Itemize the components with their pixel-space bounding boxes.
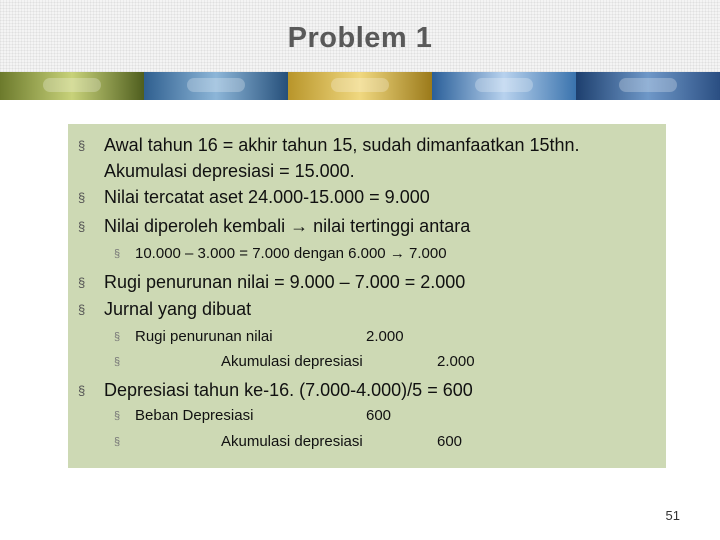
bullet-icon: § xyxy=(114,356,121,368)
arrow-right-icon: → xyxy=(290,216,309,236)
page-number: 51 xyxy=(665,508,680,523)
photo-strip-image xyxy=(288,72,432,100)
bullet-text: Depresiasi tahun ke-16. (7.000-4.000)/5 = 600 xyxy=(104,380,473,400)
bullet-text: Rugi penurunan nilai = 9.000 – 7.000 = 2.000 xyxy=(104,272,466,292)
journal-account: Beban Depresiasi xyxy=(135,407,254,424)
journal-debit: 2.000 xyxy=(366,328,404,345)
sub-bullet-text-part: 10.000 – 3.000 = 7.000 dengan 6.000 xyxy=(135,245,386,262)
bullet-icon: § xyxy=(114,331,121,343)
bullet-icon: § xyxy=(114,410,121,422)
bullet-icon: § xyxy=(114,436,121,448)
journal-account: Akumulasi depresiasi xyxy=(221,433,363,450)
content-box xyxy=(68,124,666,468)
bullet-icon: § xyxy=(78,138,86,153)
journal-credit: 600 xyxy=(437,433,463,450)
decorative-photo-strip xyxy=(0,72,720,100)
journal-account: Rugi penurunan nilai xyxy=(135,328,273,345)
journal-account: Akumulasi depresiasi xyxy=(221,353,363,370)
journal-credit: 2.000 xyxy=(437,353,475,370)
photo-strip-image xyxy=(576,72,720,100)
header-band xyxy=(0,0,720,72)
bullet-icon: § xyxy=(78,383,86,398)
bullet-icon: § xyxy=(78,302,86,317)
bullet-icon: § xyxy=(114,248,121,260)
bullet-text: Akumulasi depresiasi = 15.000. xyxy=(104,161,355,181)
bullet-text-part: nilai tertinggi antara xyxy=(313,216,471,236)
photo-strip-image xyxy=(0,72,144,100)
photo-strip-image xyxy=(432,72,576,100)
sub-bullet-text-part: 7.000 xyxy=(409,245,447,262)
journal-debit: 600 xyxy=(366,407,392,424)
bullet-text-part: Nilai diperoleh kembali xyxy=(104,216,286,236)
bullet-icon: § xyxy=(78,275,86,290)
bullet-text: Awal tahun 16 = akhir tahun 15, sudah dimanfaatkan 15thn. xyxy=(104,135,580,155)
bullet-text xyxy=(104,216,470,237)
sub-bullet-text xyxy=(135,245,447,262)
bullet-icon: § xyxy=(78,190,86,205)
photo-strip-image xyxy=(144,72,288,100)
bullet-text: Jurnal yang dibuat xyxy=(104,299,252,319)
arrow-right-icon: → xyxy=(389,245,405,262)
bullet-text: Nilai tercatat aset 24.000-15.000 = 9.000 xyxy=(104,187,430,207)
bullet-icon: § xyxy=(78,219,86,234)
slide-title: Problem 1 xyxy=(287,22,433,54)
